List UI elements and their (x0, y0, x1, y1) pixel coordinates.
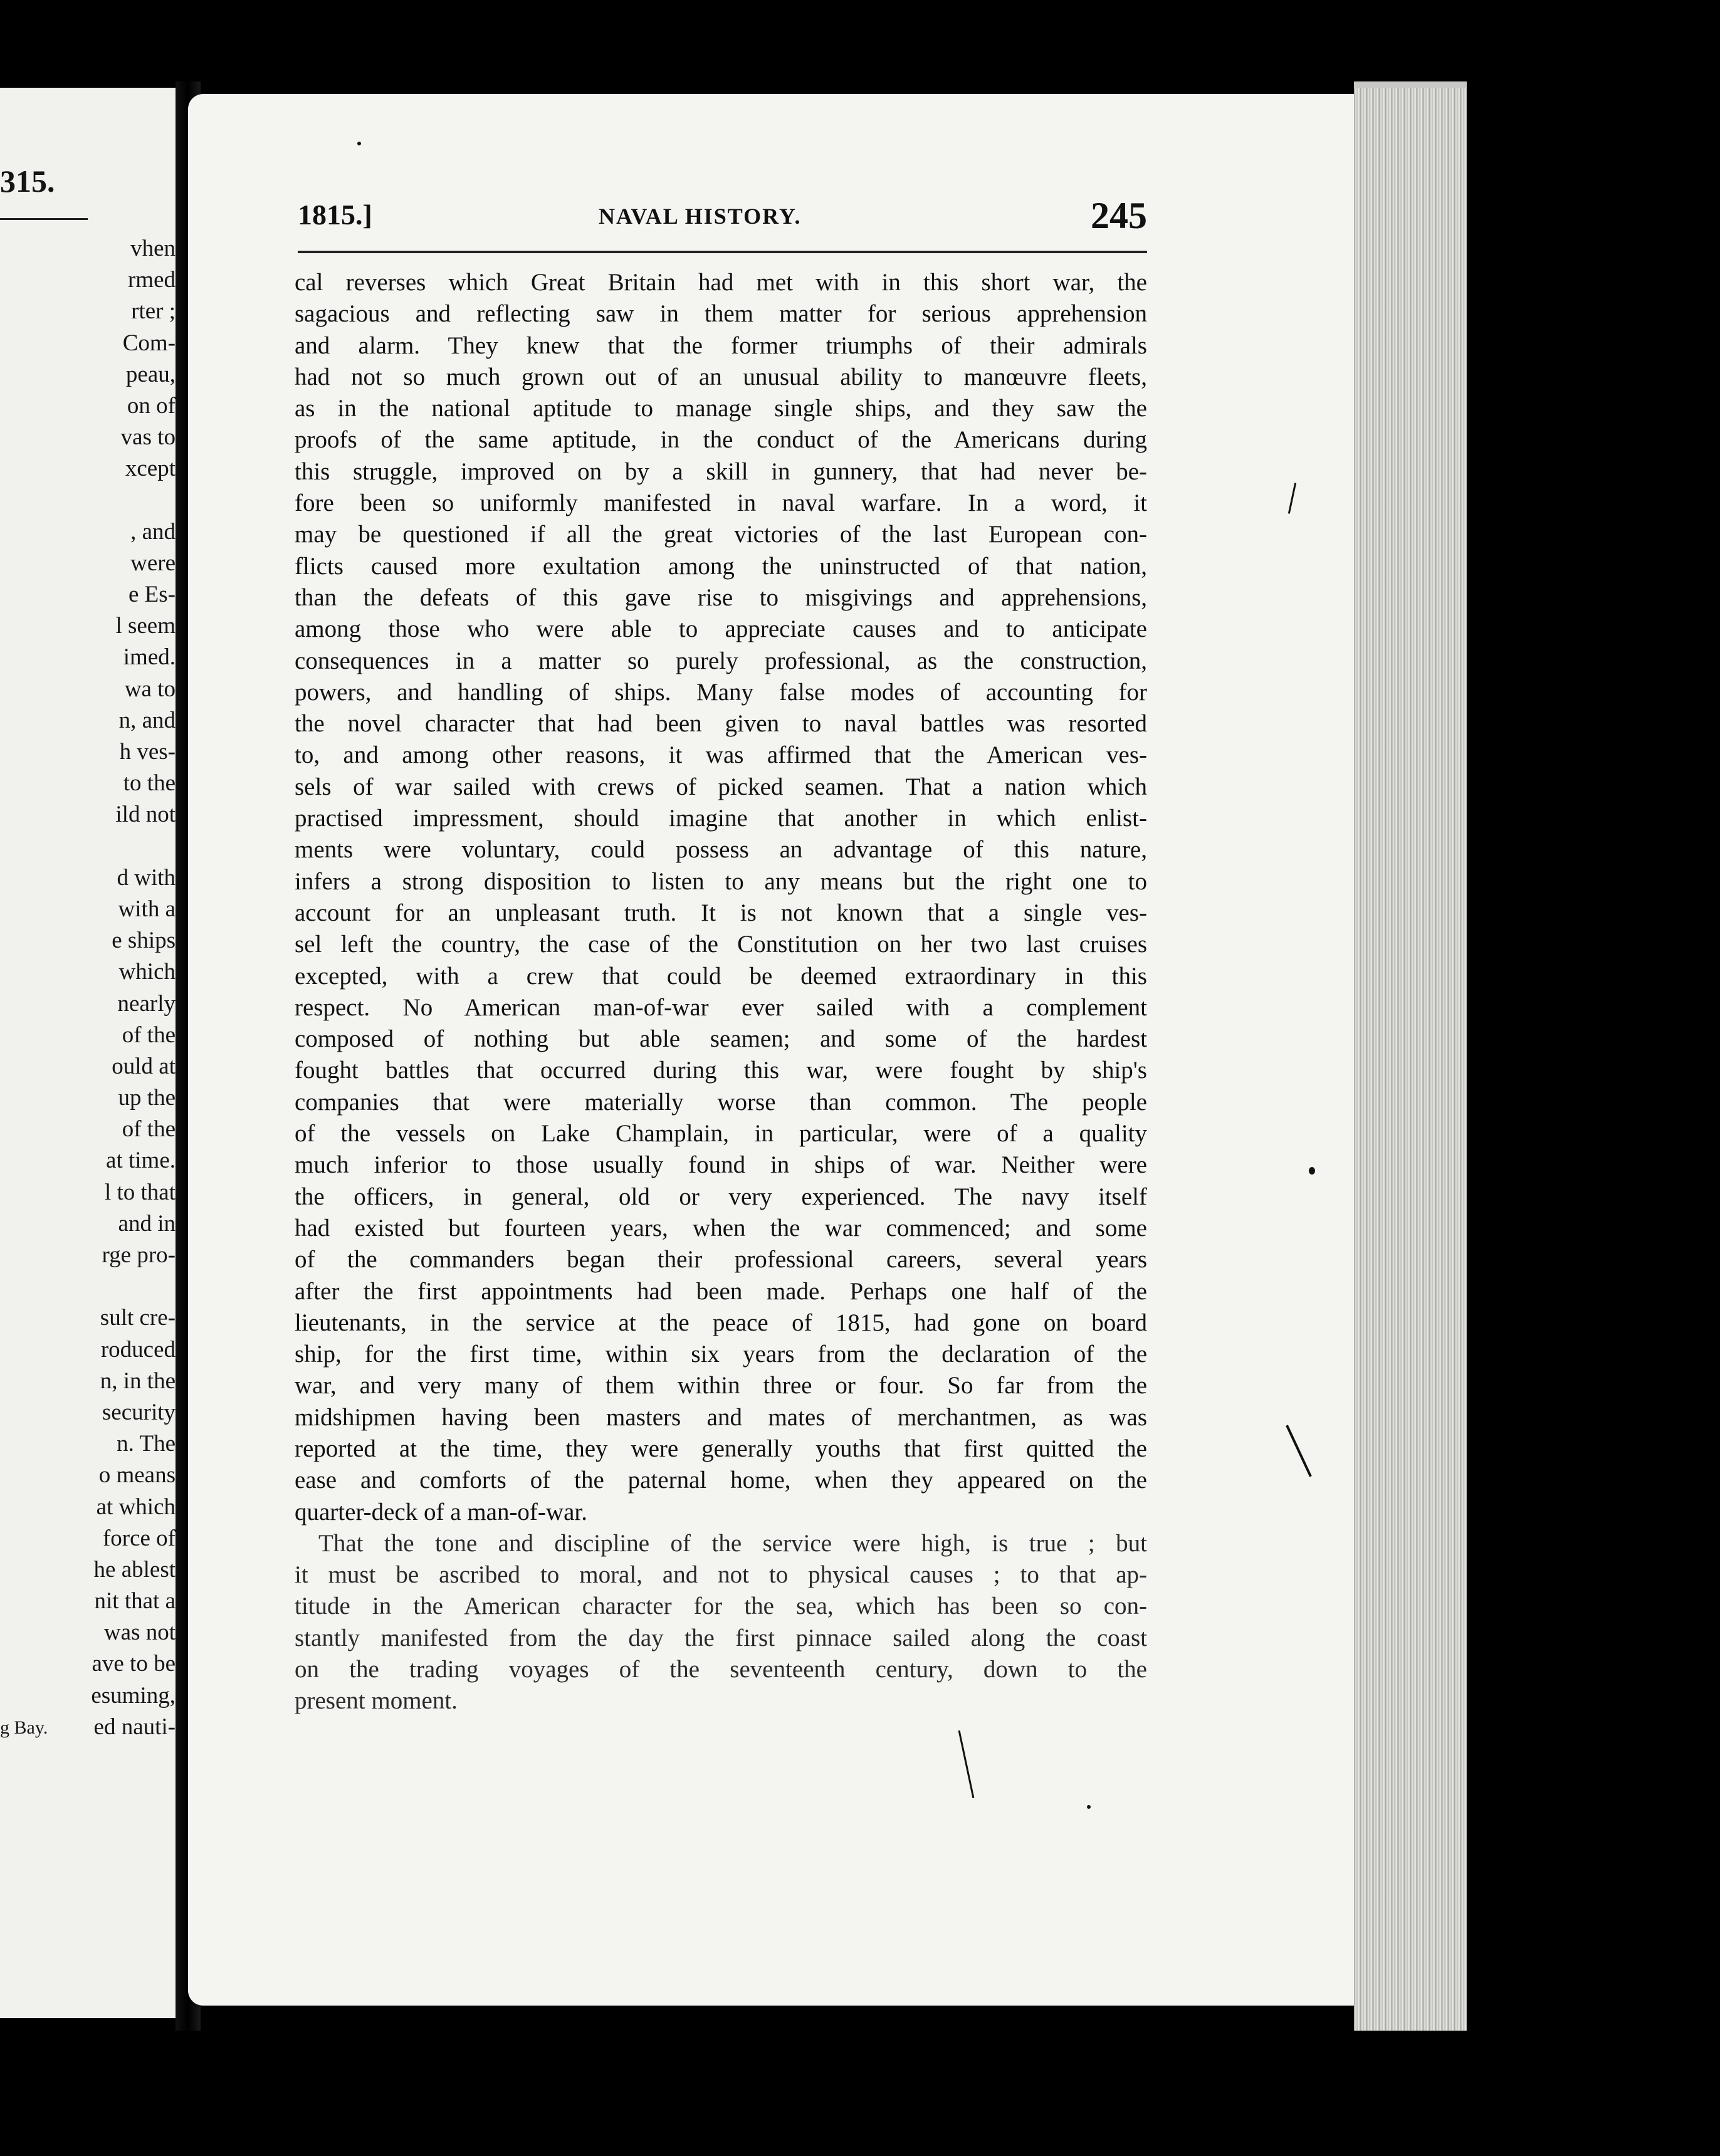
left-page-gap (0, 1271, 176, 1302)
left-page-line: of the (122, 1116, 176, 1143)
left-page-line: vas to (120, 424, 176, 451)
text-line: That the tone and discipline of the service were high, is true ; but (318, 1529, 1147, 1557)
left-page-line: xcept (125, 456, 176, 482)
text-line: war, and very many of them within three or four. So far from the (295, 1372, 1147, 1400)
text-line: sagacious and reflecting saw in them matter for serious apprehension (295, 300, 1147, 328)
text-line: ease and comforts of the paternal home, when they appeared on the (295, 1467, 1147, 1494)
left-page-text-fragments (0, 233, 176, 1743)
left-page-line: was not (103, 1620, 176, 1646)
left-page-line: ed nauti- (93, 1714, 176, 1740)
text-line: to, and among other reasons, it was affirmed that the American ves- (295, 741, 1147, 769)
left-page-line: n, in the (100, 1368, 176, 1394)
text-line: present moment. (295, 1687, 458, 1715)
text-line: titude in the American character for the sea, which has been so con- (295, 1593, 1147, 1620)
paragraph-2 (295, 1528, 1147, 1717)
left-page-line: ild not (115, 802, 176, 828)
header-year: 1815.] (298, 199, 372, 231)
text-line: ments were voluntary, could possess an advantage of this nature, (295, 836, 1147, 864)
text-line: as in the national aptitude to manage single ships, and they saw the (295, 395, 1147, 422)
left-page-line: n. The (117, 1431, 176, 1457)
left-page-line: vhen (130, 236, 176, 261)
page-fore-edge (1354, 88, 1467, 2031)
text-line: on the trading voyages of the seventeenth century, down to the (295, 1656, 1147, 1683)
left-page-line: security (102, 1399, 176, 1425)
left-page-line: peau, (125, 361, 176, 387)
left-page-line: roduced (100, 1336, 176, 1363)
text-line: had not so much grown out of an unusual ability to manœuvre fleets, (295, 363, 1147, 390)
left-page-line: o means (98, 1462, 176, 1489)
left-page-line: l seem (115, 613, 176, 639)
left-page-line: Com- (122, 330, 176, 356)
text-line: this struggle, improved on by a skill in gunnery, that had never be- (295, 458, 1147, 485)
text-line: sels of war sailed with crews of picked seamen. That a nation which (295, 773, 1147, 800)
left-page-line: esuming, (91, 1682, 176, 1709)
left-page-line: rmed (127, 267, 176, 293)
left-page-line: he ablest (93, 1556, 176, 1583)
text-line: stantly manifested from the day the first pinnace sailed along the coast (295, 1624, 1147, 1651)
text-line: of the vessels on Lake Champlain, in particular, were of a quality (295, 1120, 1147, 1148)
text-line: much inferior to those usually found in ships of war. Neither were (295, 1151, 1147, 1179)
left-page-footer: g Bay. (0, 1717, 48, 1738)
left-page-line: which (118, 959, 176, 985)
left-page-line: , and (130, 518, 176, 545)
text-line: infers a strong disposition to listen to any means but the right one to (295, 867, 1147, 895)
left-page-line: d with (117, 864, 176, 891)
text-line: fought battles that occurred during this war, were fought by ship's (295, 1057, 1147, 1084)
running-header (298, 194, 1147, 244)
text-line: the officers, in general, old or very experienced. The navy itself (295, 1183, 1147, 1210)
left-page-line: force of (102, 1525, 176, 1551)
text-line: after the first appointments had been made. Perhaps one half of the (295, 1277, 1147, 1305)
text-line: lieutenants, in the service at the peace of 1815, had gone on board (295, 1309, 1147, 1336)
text-line: ship, for the first time, within six years from the declaration of the (295, 1341, 1147, 1368)
left-page-line: at time. (106, 1148, 176, 1174)
body-text (295, 267, 1147, 1717)
text-line: cal reverses which Great Britain had met with in this short war, the (295, 269, 1147, 296)
scan-speck (1087, 1805, 1091, 1809)
left-page-line: with a (118, 896, 176, 922)
text-line: reported at the time, they were generally youths that first quitted the (295, 1435, 1147, 1462)
left-page-line: ould at (112, 1053, 176, 1079)
left-page-header: 315. (0, 164, 55, 199)
left-page-line: wa to (124, 676, 176, 702)
text-line: account for an unpleasant truth. It is not known that a single ves- (295, 899, 1147, 926)
text-line: and alarm. They knew that the former triumphs of their admirals (295, 332, 1147, 359)
scan-speck (357, 142, 361, 145)
text-line: it must be ascribed to moral, and not to physical causes ; to that ap- (295, 1561, 1147, 1589)
scan-speck (1309, 1167, 1315, 1175)
left-page-line: e Es- (128, 582, 176, 608)
left-page-line: nit that a (94, 1588, 176, 1614)
paragraph-1 (295, 267, 1147, 1528)
left-page-line: sult cre- (100, 1305, 176, 1331)
left-page-line: and in (118, 1210, 176, 1237)
text-line: sel left the country, the case of the Constitution on her two last cruises (295, 931, 1147, 958)
text-line: practised impressment, should imagine that another in which enlist- (295, 805, 1147, 832)
text-line: excepted, with a crew that could be deemed extraordinary in this (295, 962, 1147, 990)
text-line: quarter-deck of a man-of-war. (295, 1498, 587, 1525)
header-rule (298, 251, 1147, 253)
text-line: companies that were materially worse than common. The people (295, 1088, 1147, 1116)
left-page-line: n, and (118, 707, 176, 733)
left-page-line: h ves- (119, 739, 176, 765)
left-page-line: e ships (112, 928, 176, 954)
text-line: midshipmen having been masters and mates of merchantmen, as was (295, 1403, 1147, 1431)
text-line: had existed but fourteen years, when the war commenced; and some (295, 1214, 1147, 1242)
left-page-line: rter ; (131, 298, 176, 325)
text-line: respect. No American man-of-war ever sailed with a complement (295, 993, 1147, 1021)
left-page-line: imed. (123, 644, 176, 671)
text-line: may be questioned if all the great victories of the last European con- (295, 521, 1147, 548)
left-page-line: up the (118, 1085, 176, 1111)
left-page-line: at which (96, 1494, 176, 1520)
text-line: consequences in a matter so purely professional, as the construction, (295, 647, 1147, 674)
page-number: 245 (1091, 195, 1147, 236)
left-header-rule (0, 218, 88, 220)
text-line: of the commanders began their professional careers, several years (295, 1246, 1147, 1274)
left-page-line: l to that (104, 1179, 176, 1205)
header-title: NAVAL HISTORY. (599, 204, 802, 229)
left-page-line: were (130, 550, 176, 576)
text-line: proofs of the same aptitude, in the conduct of the Americans during (295, 426, 1147, 454)
text-line: fore been so uniformly manifested in naval warfare. In a word, it (295, 489, 1147, 517)
text-line: powers, and handling of ships. Many false modes of accounting for (295, 678, 1147, 706)
left-page-line: nearly (117, 990, 176, 1017)
facing-page-left (0, 88, 188, 2018)
text-line: composed of nothing but able seamen; and some of the hardest (295, 1025, 1147, 1053)
left-page-line: on of (127, 392, 176, 419)
left-page-line: rge pro- (102, 1242, 176, 1268)
left-page-line: of the (122, 1022, 176, 1048)
left-page-gap (0, 831, 176, 862)
left-page-line: to the (123, 770, 176, 797)
left-page-gap (0, 485, 176, 516)
text-line: among those who were able to appreciate causes and to anticipate (295, 615, 1147, 643)
text-line: the novel character that had been given to naval battles was resorted (295, 710, 1147, 738)
text-line: flicts caused more exultation among the uninstructed of that nation, (295, 552, 1147, 580)
text-line: than the defeats of this gave rise to misgivings and apprehensions, (295, 583, 1147, 611)
left-page-line: ave to be (92, 1651, 176, 1677)
